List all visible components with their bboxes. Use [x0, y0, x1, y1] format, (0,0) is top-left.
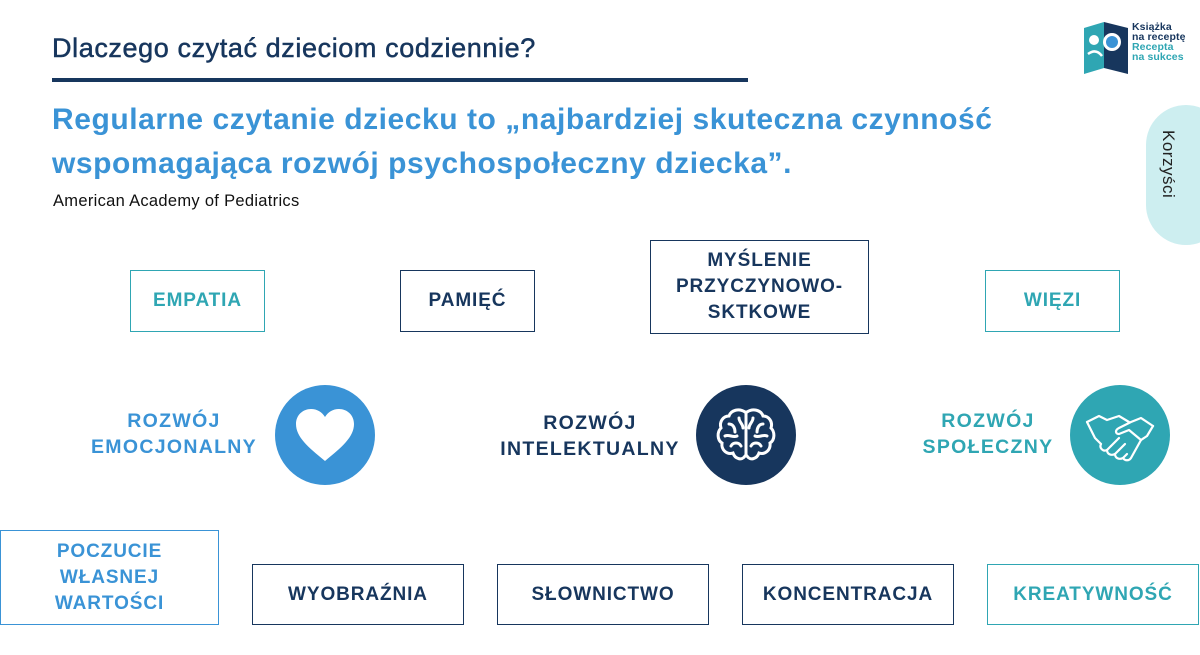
social-circle: [1070, 385, 1170, 485]
box-wiezi-label: WIĘZI: [1023, 290, 1082, 311]
intellectual-line-1: ROZWÓJ: [543, 412, 637, 434]
box-empatia-label: EMPATIA: [153, 290, 242, 311]
quote-line-1: Regularne czytanie dziecku to „najbardziej skuteczna czynność: [52, 103, 993, 136]
emotional-circle: [275, 385, 375, 485]
handshake-icon: [1085, 408, 1155, 462]
box-myslenie-line-2: PRZYCZYNOWO-: [675, 276, 843, 297]
box-slownictwo: [497, 564, 709, 625]
brain-icon: [715, 406, 777, 464]
heart-icon: [294, 407, 356, 463]
box-wiezi: [985, 270, 1120, 332]
quote-source: American Academy of Pediatrics: [53, 192, 300, 210]
logo-text: [1132, 22, 1186, 62]
box-pamiec: [400, 270, 535, 332]
emotional-line-1: ROZWÓJ: [127, 410, 221, 432]
box-koncentracja-label: KONCENTRACJA: [762, 583, 934, 605]
emotional-line-2: EMOCJONALNY: [91, 436, 257, 458]
box-kreatywnosc: [987, 564, 1199, 625]
box-poczucie-line-1: POCZUCIE: [56, 540, 163, 562]
box-myslenie-line-3: SKTKOWE: [707, 302, 812, 323]
box-poczucie-line-2: WŁASNEJ: [59, 566, 160, 588]
box-empatia: [130, 270, 265, 332]
intellectual-development-label: [490, 410, 690, 462]
box-poczucie-line-3: WARTOŚCI: [54, 592, 165, 614]
logo-line-4: na sukces: [1132, 51, 1184, 63]
quote-line-2: wspomagająca rozwój psychospołeczny dziecka”.: [52, 147, 792, 180]
box-slownictwo-label: SŁOWNICTWO: [531, 583, 675, 605]
box-poczucie: [0, 530, 219, 625]
box-pamiec-label: PAMIĘĆ: [428, 290, 507, 311]
logo-line-3: Recepta: [1132, 41, 1174, 53]
title-underline: [52, 78, 748, 82]
intellectual-circle: [696, 385, 796, 485]
logo-line-2: na receptę: [1132, 31, 1186, 43]
emotional-development-label: [78, 408, 270, 460]
intellectual-line-2: INTELEKTUALNY: [500, 438, 680, 460]
quote-text: [52, 98, 1092, 186]
box-koncentracja: [742, 564, 954, 625]
logo-line-1: Książka: [1132, 21, 1172, 33]
box-wyobraznia: [252, 564, 464, 625]
slide-title: Dlaczego czytać dzieciom codziennie?: [52, 33, 536, 63]
social-line-1: ROZWÓJ: [941, 410, 1035, 432]
social-development-label: [912, 408, 1064, 460]
box-wyobraznia-label: WYOBRAŹNIA: [288, 583, 428, 605]
box-kreatywnosc-label: KREATYWNOŚĆ: [1013, 583, 1173, 605]
social-line-2: SPOŁECZNY: [922, 436, 1054, 458]
box-myslenie-line-1: MYŚLENIE: [707, 250, 812, 271]
side-tab-label: Korzyści: [1159, 130, 1178, 199]
box-myslenie: [650, 240, 869, 334]
